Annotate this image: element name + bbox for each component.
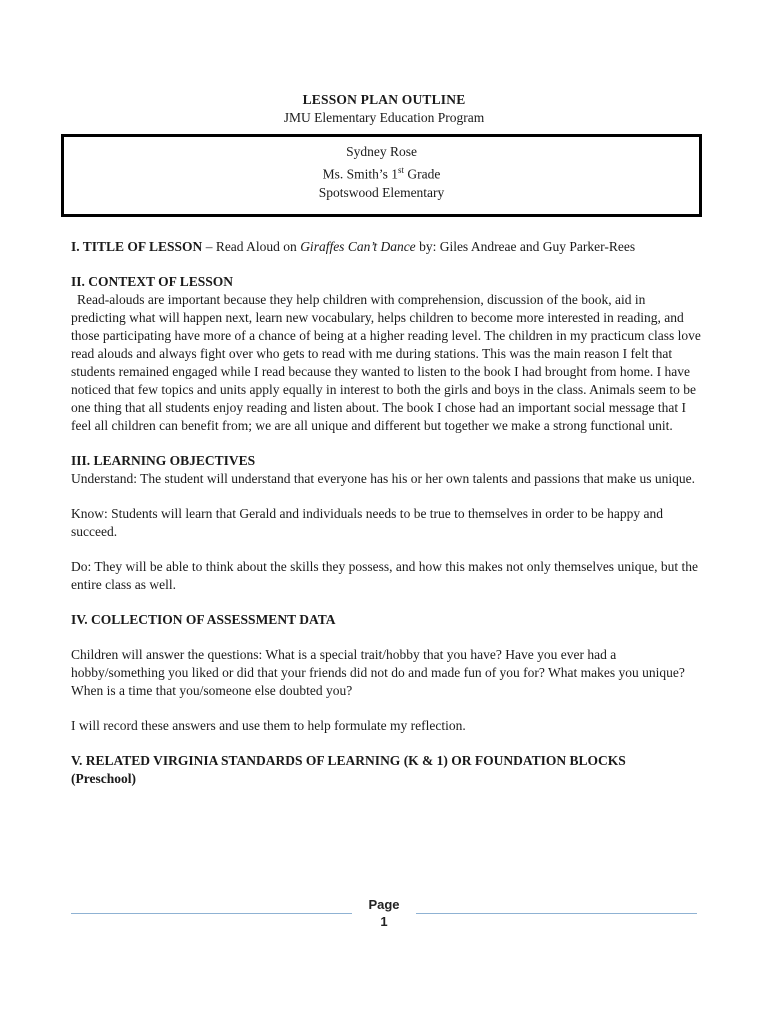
assessment-questions: Children will answer the questions: What is a special trait/hobby that you have? Have you ever had a hobby/something you liked or did that your friends did not do and made fun of you for? What makes you unique? When is a time that you/someone else doubted you? — [71, 647, 685, 698]
context-body: Read-alouds are important because they help children with comprehension, discussion of the book, aid in predicting what will happen next, learn new vocabulary, helps children to become more interested in reading, and those participating have more of a chance of being at a higher reading level. The children in my practicum class love read alouds and always fight over who gets to read with me during stations. This was the main reason I felt that students remained engaged while I read because they wanted to listen to the book I had brought from home. I have noticed that few topics and units apply equally in interest to both the girls and boys in the class. Animals seem to be one thing that all students enjoy reading and listen about. The book I chose had an important social message that I feel all children can benefit from; we are all unique and different but together we make a strong functional unit. — [71, 292, 701, 433]
footer-rule-right — [416, 913, 697, 914]
section-heading-objectives: III. LEARNING OBJECTIVES — [71, 453, 256, 468]
assessment-record: I will record these answers and use them to help formulate my reflection. — [71, 718, 466, 733]
school-name: Spotswood Elementary — [318, 184, 445, 200]
class-name — [64, 161, 699, 184]
section-heading-context: II. CONTEXT OF LESSON — [71, 274, 234, 289]
student-name: Sydney Rose — [346, 144, 417, 159]
objective-understand: Understand: The student will understand that everyone has his or her own talents and passions that make us unique. — [71, 471, 695, 486]
book-title: Giraffes Can’t Dance — [300, 239, 416, 254]
class-name-prefix: Ms. Smith’s 1 — [322, 166, 399, 182]
page-footer — [0, 896, 768, 936]
student-info-box — [61, 134, 702, 217]
section-heading-title: I. TITLE OF LESSON — [71, 239, 203, 254]
section-subheading-standards: (Preschool) — [71, 771, 136, 786]
title-dash: – — [202, 239, 216, 254]
document-subtitle: JMU Elementary Education Program — [283, 110, 485, 125]
page-number — [352, 896, 416, 930]
page-label: Page — [368, 897, 400, 912]
objective-do: Do: They will be able to think about the skills they possess, and how this makes not only themselves unique, but the entire class as well. — [71, 559, 699, 592]
title-text-after: by: Giles Andreae and Guy Parker-Rees — [415, 239, 636, 254]
document-title: LESSON PLAN OUTLINE — [302, 92, 466, 107]
title-text-before: Read Aloud on — [215, 239, 301, 254]
section-heading-standards: V. RELATED VIRGINIA STANDARDS OF LEARNING (K & 1) OR FOUNDATION BLOCKS — [71, 753, 626, 768]
lesson-title-paragraph — [71, 238, 701, 256]
section-heading-assessment: IV. COLLECTION OF ASSESSMENT DATA — [71, 612, 336, 627]
class-name-suffix: Grade — [404, 166, 441, 182]
objective-know: Know: Students will learn that Gerald and individuals needs to be true to themselves in order to be happy and succeed. — [71, 506, 663, 539]
class-name-ordinal: st — [398, 165, 405, 175]
document-body — [71, 238, 701, 788]
page-number-value: 1 — [380, 914, 388, 929]
footer-rule-left — [71, 913, 352, 914]
